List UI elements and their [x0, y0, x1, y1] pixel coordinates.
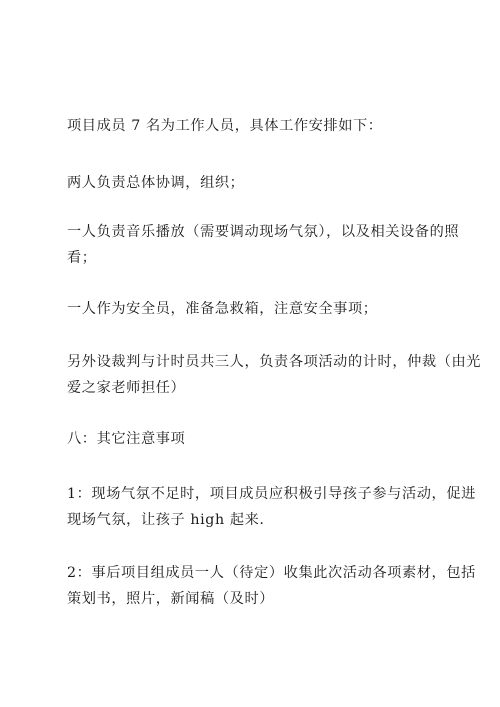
- note-item-2: [67, 560, 476, 612]
- staffing-intro-paragraph: [67, 113, 447, 139]
- text-line: 八：其它注意事项: [67, 431, 186, 447]
- music-duty-paragraph: [67, 219, 460, 271]
- text-line: 一人作为安全员，准备急救箱，注意安全事项；: [67, 301, 378, 317]
- text-line: 现场气氛，让孩子 high 起来.: [67, 512, 265, 528]
- text-line: 项目成员 7 名为工作人员，具体工作安排如下：: [67, 118, 383, 134]
- text-line: 看；: [67, 250, 97, 266]
- text-line: 爱之家老师担任）: [67, 380, 186, 396]
- text-line: 2：事后项目组成员一人（待定）收集此次活动各项素材，包括: [67, 565, 476, 581]
- section-heading: [67, 426, 447, 452]
- safety-duty-paragraph: [67, 296, 447, 322]
- text-line: 1：现场气氛不足时，项目成员应积极引导孩子参与活动，促进: [67, 486, 476, 502]
- text-line: 另外设裁判与计时员共三人，负责各项活动的计时，仲裁（由光: [67, 354, 482, 370]
- text-line: 两人负责总体协调，组织；: [67, 175, 245, 191]
- referee-duty-paragraph: [67, 349, 482, 401]
- note-item-1: [67, 481, 476, 533]
- text-line: 一人负责音乐播放（需要调动现场气氛），以及相关设备的照: [67, 224, 460, 240]
- text-line: 策划书，照片，新闻稿（及时）: [67, 591, 275, 607]
- coordination-duty-paragraph: [67, 170, 447, 196]
